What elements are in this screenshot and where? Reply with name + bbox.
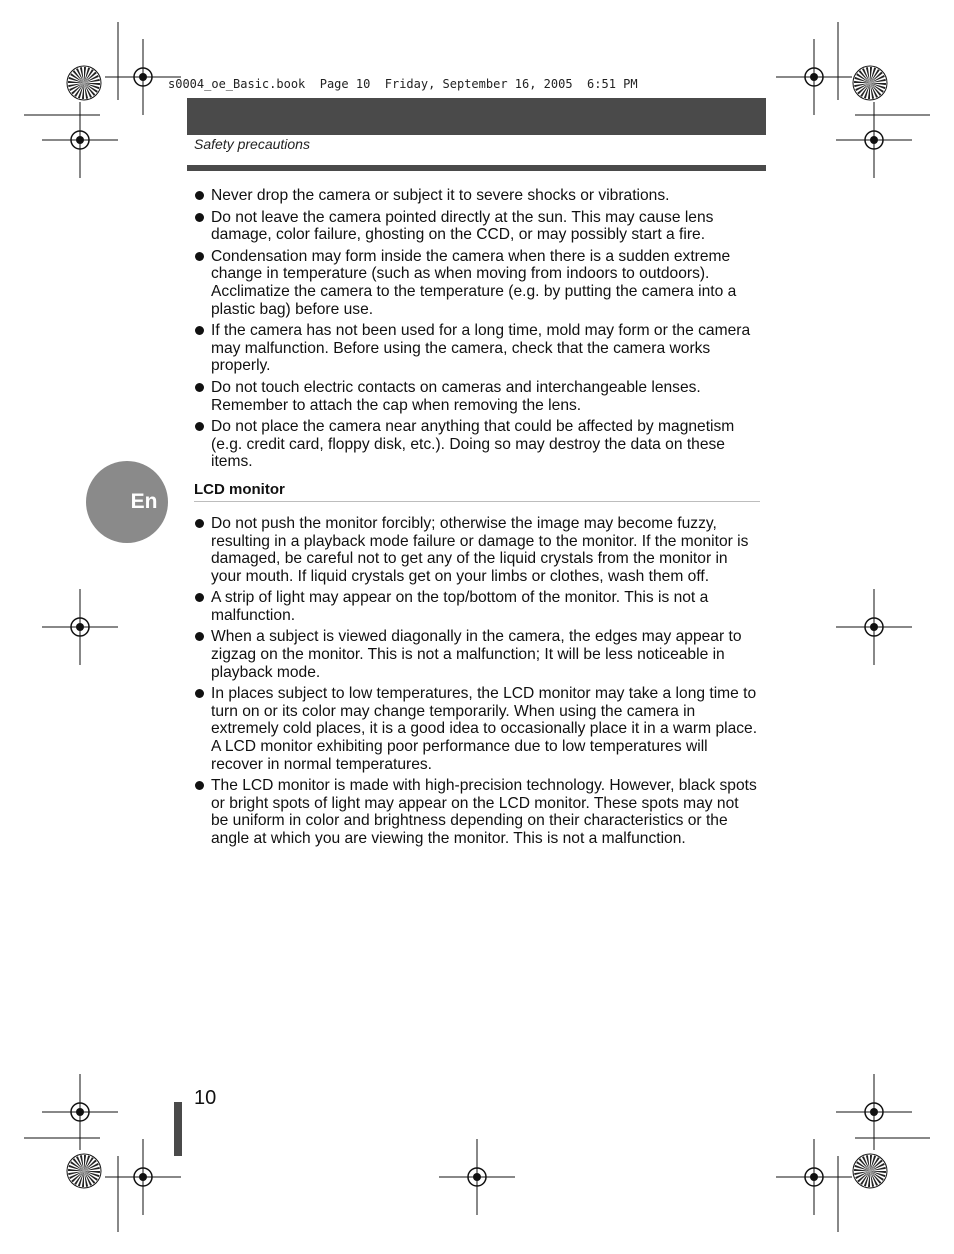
starburst-wedge: [855, 83, 870, 91]
starburst-wedge: [870, 1157, 880, 1171]
crosshair-ring: [71, 131, 89, 149]
lcd-bullet-list: [194, 515, 760, 848]
starburst-wedge: [870, 1155, 872, 1171]
starburst-wedge: [84, 69, 94, 83]
crosshair-dot: [139, 73, 147, 81]
starburst-wedge: [868, 1171, 870, 1187]
starburst-wedge: [870, 83, 885, 89]
print-file-stamp: s0004_oe_Basic.book Page 10 Friday, September 16, 2005 6:51 PM: [168, 77, 638, 91]
starburst-wedge: [866, 1155, 870, 1171]
starburst-wedge: [859, 70, 870, 83]
starburst-wedge: [870, 83, 884, 93]
starburst-wedge: [84, 1171, 100, 1173]
crosshair-ring: [805, 68, 823, 86]
starburst-wedge: [70, 1161, 84, 1171]
crosshair-ring: [865, 131, 883, 149]
crosshair-ring: [71, 1103, 89, 1121]
starburst-wedge: [870, 83, 874, 99]
starburst-wedge: [860, 83, 870, 97]
starburst-wedge: [870, 1171, 884, 1181]
starburst-ring: [853, 66, 887, 100]
crosshair-ring: [468, 1168, 486, 1186]
page-number-bar: [174, 1102, 182, 1156]
starburst-wedge: [870, 1171, 886, 1173]
list-item: Do not leave the camera pointed directly at the sun. This may cause lens damage, color failure, ghosting on the CCD, or may possibly start a fire.: [194, 209, 760, 244]
starburst-wedge: [68, 81, 84, 83]
language-tab: [86, 461, 168, 543]
list-item: Do not push the monitor forcibly; otherwise the image may become fuzzy, resulting in a playback mode failure or damage to the monitor. If the monitor is damaged, be careful not to get any of the liquid crystals from the monitor in your mouth. If liquid crystals get on your limbs or clothes, wash them off.: [194, 515, 760, 585]
starburst-wedge: [854, 1169, 870, 1171]
starburst-wedge: [68, 1171, 84, 1175]
crosshair-ring: [134, 68, 152, 86]
starburst-wedge: [84, 83, 99, 89]
header-bar: [187, 98, 766, 135]
starburst-wedge: [84, 79, 100, 83]
crosshair-ring: [865, 618, 883, 636]
starburst-wedge: [70, 73, 84, 83]
starburst-wedge: [866, 67, 870, 83]
starburst-wedge: [84, 1171, 95, 1184]
starburst-wedge: [71, 1171, 84, 1182]
starburst-wedge: [84, 1157, 94, 1171]
starburst-wedge: [857, 1171, 870, 1182]
starburst-wedge: [84, 1171, 88, 1187]
starburst-wedge: [856, 1161, 870, 1171]
starburst-wedge: [862, 1156, 870, 1171]
page-content: [194, 187, 760, 852]
starburst-wedge: [82, 1171, 84, 1187]
starburst-wedge: [76, 68, 84, 83]
starburst-wedge: [84, 75, 99, 83]
starburst-wedge: [84, 1156, 90, 1171]
crosshair-dot: [870, 1108, 878, 1116]
starburst-wedge: [84, 1171, 92, 1186]
starburst-wedge: [76, 1156, 84, 1171]
starburst-wedge: [84, 1167, 100, 1171]
starburst-wedge: [84, 1171, 99, 1177]
crosshair-dot: [870, 623, 878, 631]
starburst-wedge: [855, 1165, 870, 1171]
starburst-wedge: [864, 83, 870, 98]
starburst-wedge: [870, 69, 880, 83]
starburst-wedge: [84, 1155, 86, 1171]
starburst-wedge: [84, 83, 98, 93]
starburst-wedge: [71, 83, 84, 94]
starburst-wedge: [84, 83, 88, 99]
list-item: If the camera has not been used for a long time, mold may form or the camera may malfunction. Before using the camera, check that the camera works properly.: [194, 322, 760, 375]
starburst-wedge: [78, 1171, 84, 1186]
starburst-wedge: [73, 70, 84, 83]
starburst-wedge: [84, 67, 86, 83]
starburst-wedge: [864, 1171, 870, 1186]
crosshair-ring: [865, 1103, 883, 1121]
starburst-wedge: [84, 1163, 99, 1171]
starburst-wedge: [868, 83, 870, 99]
starburst-wedge: [854, 1171, 870, 1175]
starburst-wedge: [84, 1171, 98, 1181]
starburst-wedge: [870, 83, 881, 96]
list-item: The LCD monitor is made with high-precision technology. However, black spots or bright spots of light may appear on the LCD monitor. These spots may not be uniform in color and brightness depending on their characteristics or the angle at which you are viewing the monitor. This is not a malfunction.: [194, 777, 760, 847]
starburst-wedge: [854, 83, 870, 87]
starburst-wedge: [74, 83, 84, 97]
starburst-wedge: [80, 1155, 84, 1171]
starburst-wedge: [69, 1171, 84, 1179]
list-item: In places subject to low temperatures, the LCD monitor may take a long time to turn on or its color may change temporarily. When using the camera in extremely cold places, it is a good idea to occasionally place it in a warm place. A LCD monitor exhibiting poor performance due to low temperatures will recover in normal temperatures.: [194, 685, 760, 773]
crosshair-dot: [76, 1108, 84, 1116]
starburst-wedge: [69, 83, 84, 91]
starburst-wedge: [870, 1160, 883, 1171]
starburst-wedge: [860, 1171, 870, 1185]
starburst-wedge: [870, 1171, 878, 1186]
starburst-wedge: [870, 68, 876, 83]
starburst-wedge: [859, 1158, 870, 1171]
starburst-wedge: [84, 83, 92, 98]
list-item: Do not place the camera near anything that could be affected by magnetism (e.g. credit card, floppy disk, etc.). Doing so may destroy the data on these items.: [194, 418, 760, 471]
crosshair-dot: [76, 136, 84, 144]
starburst-wedge: [857, 83, 870, 94]
starburst-wedge: [80, 67, 84, 83]
starburst-wedge: [870, 1171, 881, 1184]
lcd-monitor-heading: LCD monitor: [194, 481, 760, 502]
crosshair-dot: [76, 623, 84, 631]
starburst-wedge: [862, 68, 870, 83]
list-item: When a subject is viewed diagonally in the camera, the edges may appear to zigzag on the monitor. This is not a malfunction; It will be less noticeable in playback mode.: [194, 628, 760, 681]
starburst-wedge: [870, 67, 872, 83]
crosshair-ring: [805, 1168, 823, 1186]
list-item: Never drop the camera or subject it to severe shocks or vibrations.: [194, 187, 760, 205]
starburst-wedge: [856, 73, 870, 83]
starburst-wedge: [855, 1171, 870, 1179]
starburst-wedge: [84, 72, 97, 83]
starburst-wedge: [84, 83, 100, 85]
starburst-wedge: [870, 1163, 885, 1171]
crosshair-dot: [870, 136, 878, 144]
starburst-ring: [67, 1154, 101, 1188]
starburst-wedge: [870, 83, 886, 85]
starburst-wedge: [82, 83, 84, 99]
language-tab-label: En: [130, 490, 158, 513]
starburst-wedge: [870, 79, 886, 83]
starburst-wedge: [870, 83, 878, 98]
starburst-wedge: [870, 75, 885, 83]
starburst-wedge: [68, 83, 84, 87]
crosshair-dot: [810, 73, 818, 81]
starburst-wedge: [69, 1165, 84, 1171]
header-rule: [187, 165, 766, 171]
starburst-wedge: [870, 72, 883, 83]
starburst-wedge: [84, 83, 95, 96]
starburst-wedge: [84, 1160, 97, 1171]
list-item: Do not touch electric contacts on cameras and interchangeable lenses. Remember to attach the cap when removing the lens.: [194, 379, 760, 414]
safety-bullet-list: [194, 187, 760, 471]
page-number: 10: [194, 1087, 217, 1109]
list-item: Condensation may form inside the camera when there is a sudden extreme change in temperature (such as when moving from indoors to outdoors). Acclimatize the camera to the temperature (e.g. by putting the camera into a plastic bag) before use.: [194, 248, 760, 318]
list-item: A strip of light may appear on the top/bottom of the monitor. This is not a malfunction.: [194, 589, 760, 624]
starburst-wedge: [84, 68, 90, 83]
starburst-wedge: [870, 1167, 886, 1171]
crosshair-ring: [134, 1168, 152, 1186]
starburst-wedge: [870, 1171, 885, 1177]
starburst-wedge: [870, 1171, 874, 1187]
starburst-wedge: [870, 1156, 876, 1171]
starburst-wedge: [78, 83, 84, 98]
crosshair-dot: [473, 1173, 481, 1181]
starburst-wedge: [73, 1158, 84, 1171]
crosshair-ring: [71, 618, 89, 636]
starburst-wedge: [854, 81, 870, 83]
starburst-wedge: [68, 1169, 84, 1171]
starburst-ring: [67, 66, 101, 100]
starburst-wedge: [74, 1171, 84, 1185]
starburst-ring: [853, 1154, 887, 1188]
starburst-wedge: [69, 77, 84, 83]
starburst-wedge: [855, 77, 870, 83]
crosshair-dot: [139, 1173, 147, 1181]
section-label: Safety precautions: [194, 136, 310, 152]
crosshair-dot: [810, 1173, 818, 1181]
